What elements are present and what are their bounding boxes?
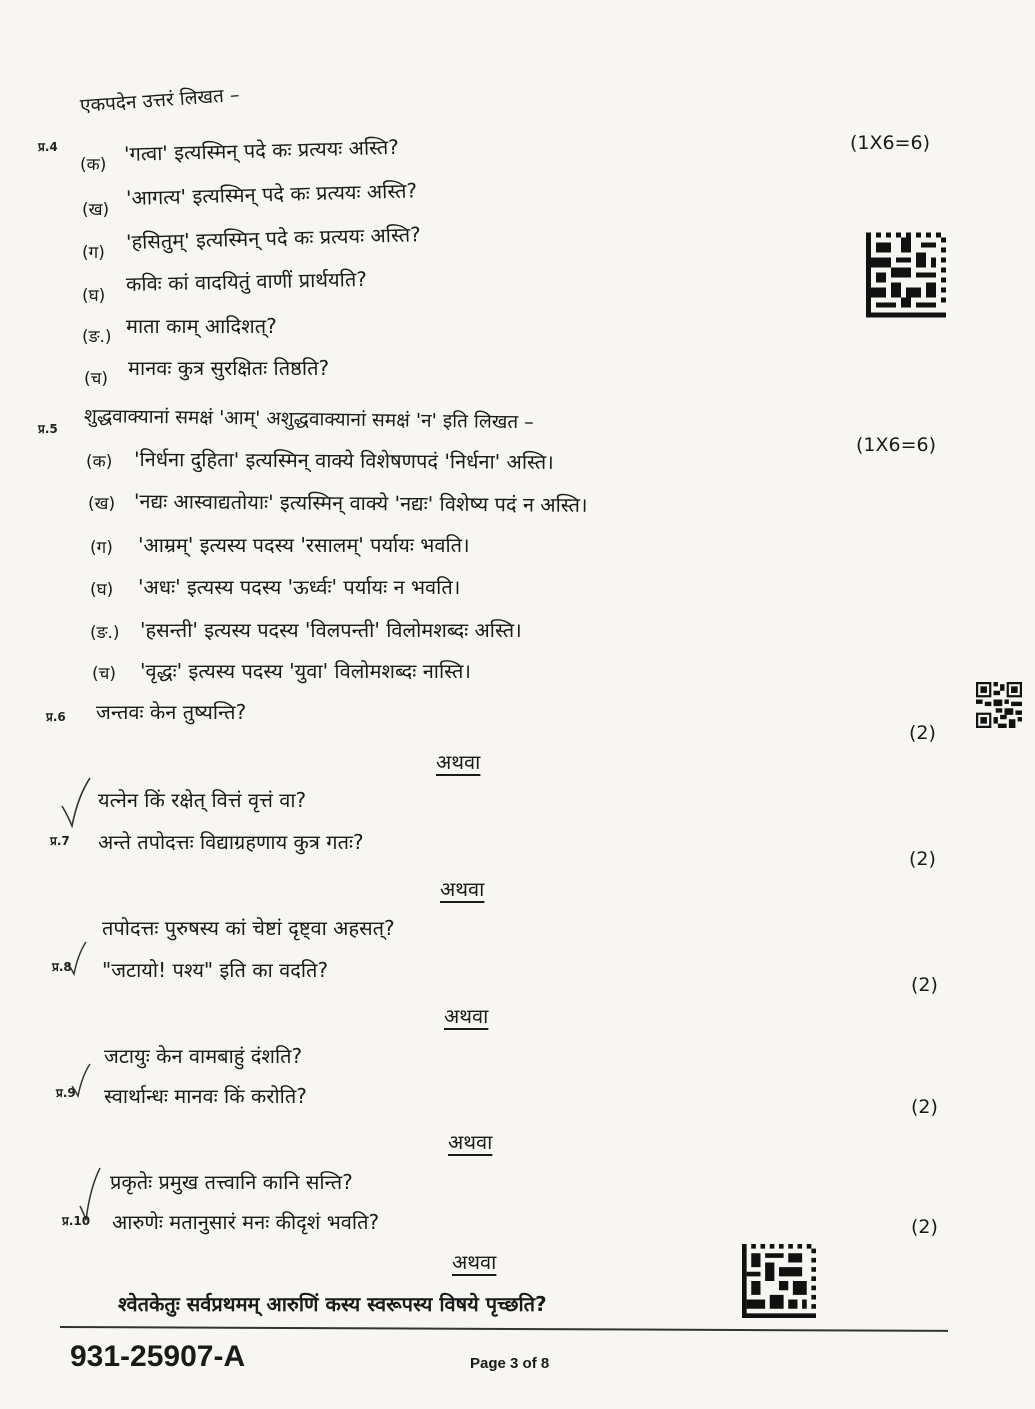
- or-label: अथवा: [436, 750, 481, 774]
- item-text: 'आगत्य' इत्यस्मिन् पदे कः प्रत्ययः अस्ति?: [125, 178, 418, 210]
- qnum-4: प्र.4: [38, 140, 58, 154]
- item-text: 'गत्वा' इत्यस्मिन् पदे कः प्रत्ययः अस्ति?: [123, 134, 400, 166]
- section-b-marks: (1X6=6): [856, 434, 937, 456]
- question-marks: (2): [911, 1096, 938, 1118]
- qnum-5: प्र.5: [38, 422, 58, 436]
- item-text: 'नद्यः आस्वाद्यतोयाः' इत्यस्मिन् वाक्ये 'नद्यः' विशेष्य पदं न अस्ति।: [133, 489, 588, 517]
- item-label: (क): [80, 155, 107, 175]
- qnum-6: प्र.6: [46, 710, 66, 724]
- alt-question-text: यत्नेन किं रक्षेत् वित्तं वृत्तं वा?: [98, 788, 307, 812]
- or-label: अथवा: [444, 1004, 489, 1028]
- item-text: 'वृद्धः' इत्यस्य पदस्य 'युवा' विलोमशब्दः नास्ति।: [140, 659, 471, 683]
- item-label: (ख): [88, 494, 116, 514]
- qnum-9: प्र.9: [56, 1086, 76, 1100]
- item-label: (च): [84, 369, 109, 389]
- question-marks: (2): [911, 974, 938, 996]
- question-text: स्वार्थान्धः मानवः किं करोति?: [104, 1084, 307, 1108]
- question-text: जन्तवः केन तुष्यन्ति?: [96, 700, 247, 724]
- alt-question-text: श्वेतकेतुः सर्वप्रथमम् आरुणिं कस्य स्वरूपस्य विषये पृच्छति?: [118, 1292, 547, 1316]
- alt-question-text: तपोदत्तः पुरुषस्य कां चेष्टां दृष्ट्वा अहसत्?: [102, 916, 395, 940]
- question-text: अन्ते तपोदत्तः विद्याग्रहणाय कुत्र गतः?: [98, 830, 364, 854]
- item-text: 'आम्रम्' इत्यस्य पदस्य 'रसालम्' पर्यायः भवति।: [138, 533, 470, 557]
- or-label: अथवा: [440, 877, 485, 901]
- item-label: (ग): [82, 243, 105, 263]
- question-marks: (2): [911, 1216, 938, 1238]
- or-label: अथवा: [448, 1130, 493, 1154]
- question-text: आरुणेः मतानुसारं मनः कीदृशं भवति?: [112, 1210, 380, 1234]
- item-label: (ङ.): [82, 327, 112, 347]
- checkmark-icon: [60, 776, 94, 828]
- question-marks: (2): [909, 722, 936, 744]
- section-b-heading: शुद्धवाक्यानां समक्षं 'आम्' अशुद्धवाक्यानां समक्षं 'न' इति लिखत –: [83, 405, 534, 434]
- alt-question-text: प्रकृतेः प्रमुख तत्त्वानि कानि सन्ति?: [110, 1170, 353, 1194]
- or-label: अथवा: [452, 1250, 497, 1274]
- item-label: (घ): [90, 580, 114, 600]
- item-text: 'हसन्ती' इत्यस्य पदस्य 'विलपन्ती' विलोमशब्दः अस्ति।: [140, 618, 522, 642]
- qnum-8: प्र.8: [52, 960, 72, 974]
- item-label: (क): [86, 452, 113, 472]
- footer-rule: [60, 1326, 948, 1332]
- item-label: (ङ.): [90, 623, 120, 643]
- qr-code-icon: [975, 682, 1023, 728]
- item-label: (घ): [82, 286, 106, 306]
- datamatrix-code-icon: [866, 232, 946, 318]
- page-number: Page 3 of 8: [470, 1355, 550, 1372]
- datamatrix-code-icon: [742, 1244, 816, 1318]
- item-text: कविः कां वादयितुं वाणीं प्रार्थयति?: [125, 266, 368, 296]
- question-text: "जटायो! पश्य" इति का वदति?: [102, 958, 329, 982]
- item-text: 'अधः' इत्यस्य पदस्य 'ऊर्ध्वः' पर्यायः न भवति।: [138, 575, 461, 599]
- alt-question-text: जटायुः केन वामबाहुं दंशति?: [104, 1044, 303, 1068]
- question-marks: (2): [909, 848, 936, 870]
- item-label: (ग): [90, 538, 113, 558]
- section-a-heading: एकपदेन उत्तरं लिखत –: [79, 83, 241, 117]
- item-text: 'हसितुम्' इत्यस्मिन् पदे कः प्रत्ययः अस्ति?: [125, 222, 421, 254]
- paper-code: 931-25907-A: [70, 1340, 246, 1373]
- item-text: माता काम् आदिशत्?: [126, 314, 277, 338]
- qnum-7: प्र.7: [50, 834, 70, 848]
- item-text: 'निर्धना दुहिता' इत्यस्मिन् वाक्ये विशेषणपदं 'निर्धना' अस्ति।: [133, 447, 554, 474]
- item-text: मानवः कुत्र सुरक्षितः तिष्ठति?: [128, 356, 330, 380]
- item-label: (च): [92, 664, 117, 684]
- section-a-marks: (1X6=6): [850, 132, 931, 154]
- item-label: (ख): [82, 200, 110, 220]
- qnum-10: प्र.10: [62, 1214, 91, 1228]
